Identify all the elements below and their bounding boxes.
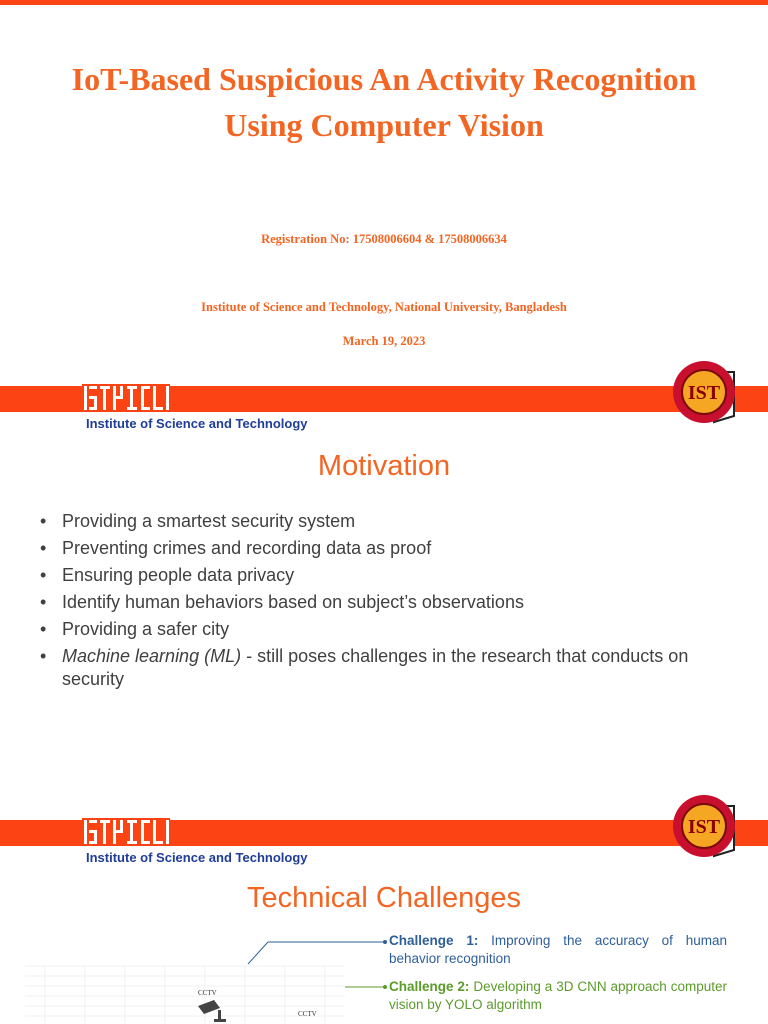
ist-seal-icon [668, 358, 740, 430]
title-line-2: Using Computer Vision [224, 107, 544, 143]
ist-logo-icon [82, 816, 170, 848]
challenges-heading: Technical Challenges [246, 882, 522, 914]
institute-name: Institute of Science and Technology [86, 416, 308, 431]
cctv-camera-icon [198, 1000, 226, 1022]
cctv-label: CCTV [298, 1010, 317, 1018]
motivation-heading: Motivation [317, 450, 451, 482]
top-rule [0, 0, 768, 5]
cctv-label: CCTV [198, 989, 217, 997]
institute-name: Institute of Science and Technology [86, 850, 308, 865]
title-line-1: IoT-Based Suspicious An Activity Recognition [71, 61, 697, 97]
list-item: • Machine learning (ML) - still poses challenges in the research that conducts on security [40, 646, 689, 689]
ml-term: Machine learning (ML) [62, 646, 242, 666]
challenge-2-label: Challenge 2: [389, 979, 470, 994]
challenge-1-label: Challenge 1: [389, 933, 479, 948]
footer-band [0, 382, 768, 432]
motivation-slide [0, 432, 768, 866]
ist-seal-icon [668, 792, 740, 864]
list-item: • Identify human behaviors based on subject’s observations [40, 592, 524, 612]
cctv-diagram [0, 926, 390, 1024]
list-item: • Preventing crimes and recording data as proof [40, 538, 432, 558]
challenge-2: Challenge 2: Developing a 3D CNN approach computer vision by YOLO algorithm [389, 979, 727, 1012]
list-item: • Providing a safer city [40, 619, 230, 639]
list-item: • Providing a smartest security system [40, 511, 356, 531]
challenge-1: Challenge 1: Improving the accuracy of human behavior recognition [389, 933, 727, 966]
institution-line: Institute of Science and Technology, National University, Bangladesh [201, 300, 567, 314]
registration-number: Registration No: 17508006604 & 17508006634 [261, 232, 507, 246]
technical-challenges-slide [0, 866, 768, 1024]
footer-band [0, 816, 768, 866]
svg-text:IST: IST [687, 816, 721, 838]
motivation-list [40, 510, 720, 695]
title-slide [0, 0, 768, 432]
ist-logo-icon [82, 382, 170, 414]
presentation-date: March 19, 2023 [342, 334, 426, 348]
list-item: • Ensuring people data privacy [40, 565, 295, 585]
svg-text:IST: IST [687, 382, 721, 404]
presentation-title [0, 56, 768, 148]
